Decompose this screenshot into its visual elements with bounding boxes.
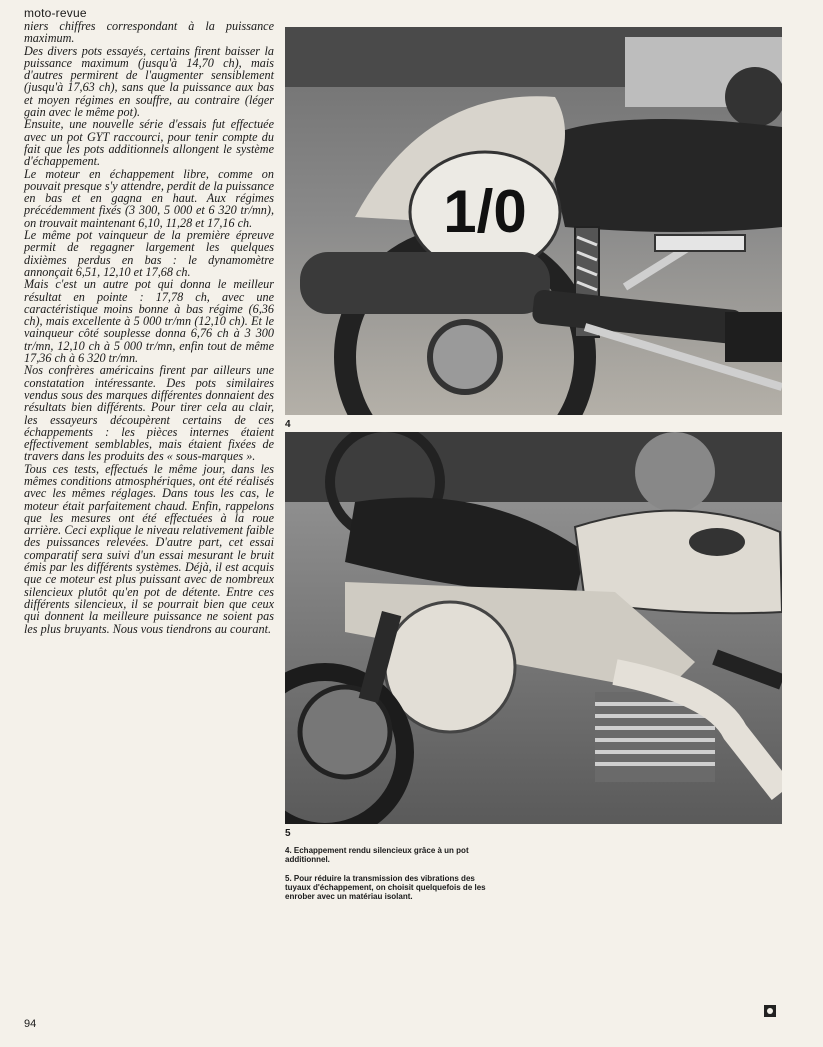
photo-exhaust-silencer bbox=[285, 27, 782, 415]
article-paragraph: Le même pot vainqueur de la première épreuve permit de regagner largement les quelques dixièmes perdus en bas : le dynamomètre annonçait 6,51, 12,10 et 17,68 ch. bbox=[24, 228, 274, 279]
article-paragraph: Tous ces tests, effectués le même jour, dans les mêmes conditions atmosphériques, ont été réalisés avec les mêmes réglages. Dans tous les cas, le moteur était parfaitement chaud. Enfin, rappelons que les mesures ont été effectuées à la roue arrière. Ceci explique le niveau relativement faible des puissances relevées. D'autre part, cet essai comparatif sera suivi d'un essai mesurant le bruit émis par les différents systèmes. Déjà, il est acquis que ce moteur est plus puissant avec de nombreux silencieux plutôt qu'en pot de détente. Entre ces différents silencieux, il se pourrait bien que ceux qui donnent la meilleure puissance ne soient pas les plus bruyants. Nous vous tiendrons au courant. bbox=[24, 461, 274, 636]
publication-header: moto-revue bbox=[24, 6, 87, 20]
figure-4-number: 4 bbox=[285, 419, 291, 430]
article-paragraph: Des divers pots essayés, certains firent baisser la puissance maximum (jusqu'à 14,70 ch), mais d'autres permirent de l'augmenter sensiblement (jusqu'à 17,63 ch), sans que la puissance aux bas et moyen régimes en souffre, au contraire (léger gain avec le même pot). bbox=[24, 43, 274, 120]
figure-5-number: 5 bbox=[285, 828, 291, 839]
figure-5-caption bbox=[285, 874, 500, 901]
article-paragraph: niers chiffres correspondant à la puissance maximum. bbox=[24, 19, 274, 46]
photo-insulated-exhaust bbox=[285, 432, 782, 824]
page-number: 94 bbox=[24, 1018, 37, 1030]
article-paragraph: Le moteur en échappement libre, comme on pouvait presque s'y attendre, perdit de la puissance en bas et en gagna en haut. Aux régimes précédemment fixés (3 300, 5 000 et 6 320 tr/mn), on trouvait maintenant 6,10, 11,28 et 17,16 ch. bbox=[24, 166, 274, 230]
article-paragraph: Ensuite, une nouvelle série d'essais fut effectuée avec un pot GYT raccourci, pour tenir compte du fait que les pots additionnels allongent le système d'échappement. bbox=[24, 117, 274, 169]
figure-4-caption bbox=[285, 846, 500, 864]
end-of-article-icon bbox=[764, 1005, 776, 1017]
photo-5-image bbox=[285, 432, 782, 824]
article-paragraph: Nos confrères américains firent par ailleurs une constatation intéressante. Des pots similaires vendus sous des marques différentes donnaient des résultats bien différents. Pour tirer cela au clair, les essayeurs découpèrent certains de ces échappements : les pièces internes étaient effectivement semblables, mais étaient fixées de travers dans les produits des « sous-marques ». bbox=[24, 363, 274, 464]
race-number-plate: 1/0 bbox=[443, 178, 527, 245]
article-body bbox=[24, 20, 274, 635]
photo-4-image bbox=[285, 27, 782, 415]
article-paragraph: Mais c'est un autre pot qui donna le meilleur résultat en pointe : 17,78 ch, avec une caractéristique moins bonne à bas régime (6,36 ch), mais excellente à 5 000 tr/mn (12,10 ch). Et le vainqueur côté souplesse donna 6,76 ch à 3 300 tr/mn, 12,10 ch à 5 000 tr/mn, enfin tout de même 17,36 ch à 6 320 tr/mn. bbox=[24, 277, 274, 366]
caption-text: 4. Echappement rendu silencieux grâce à un pot additionnel. bbox=[285, 846, 469, 864]
caption-text: 5. Pour réduire la transmission des vibrations des tuyaux d'échappement, on choisit quelquefois de les enrober avec un matériau isolant. bbox=[285, 874, 486, 901]
